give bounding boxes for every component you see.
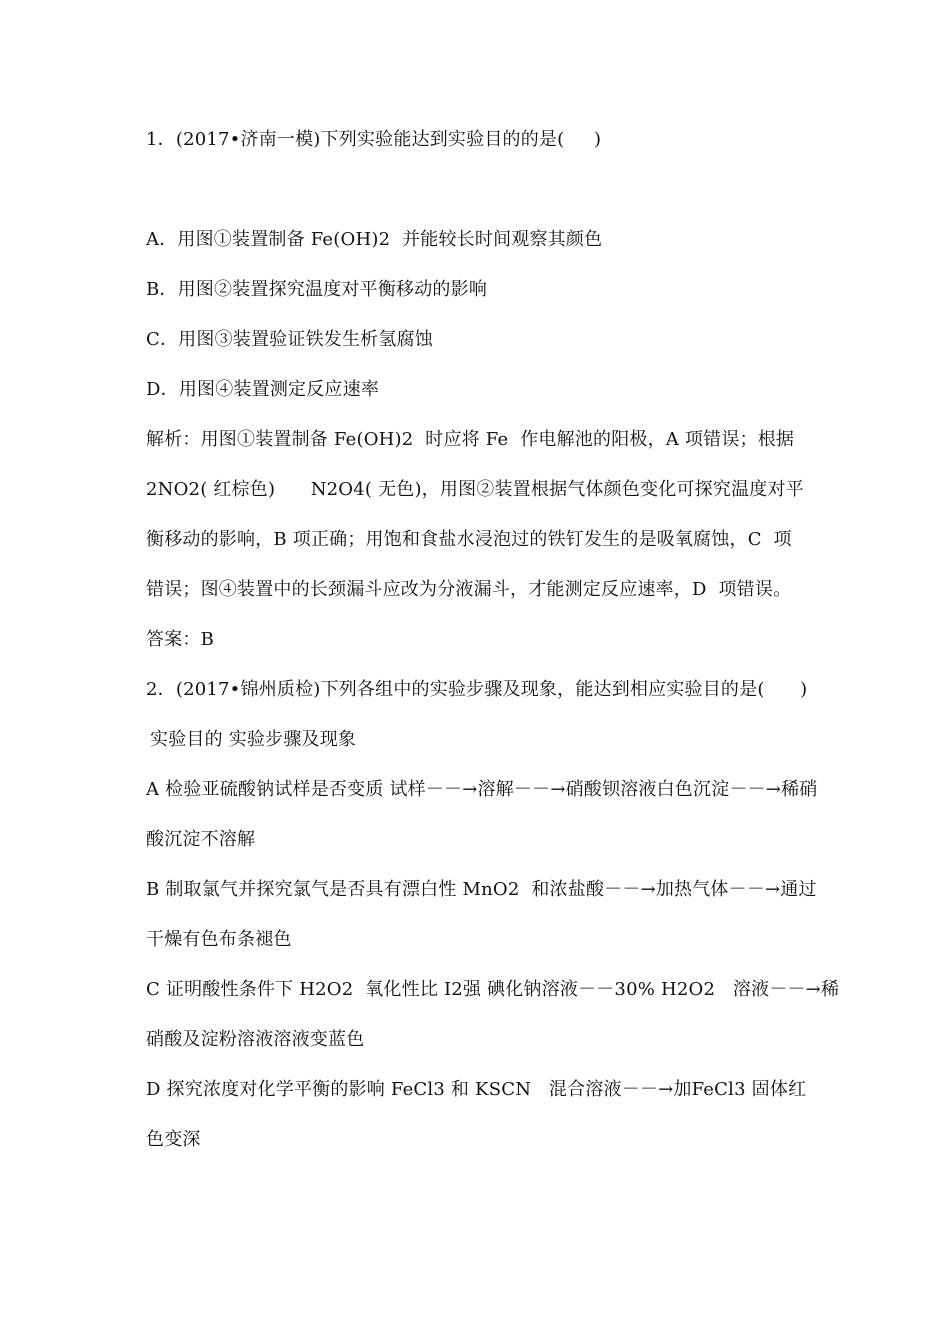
question-2-row-a-line-1: A 检验亚硫酸钠试样是否变质 试样－－→溶解－－→硝酸钡溶液白色沉淀－－→稀硝 bbox=[146, 779, 818, 800]
question-1-option-d: D．用图④装置测定反应速率 bbox=[146, 379, 380, 400]
question-2-row-c-line-2: 硝酸及淀粉溶液溶液变蓝色 bbox=[146, 1029, 365, 1050]
question-2-row-b-line-2: 干燥有色布条褪色 bbox=[146, 929, 292, 950]
question-2-row-b-line-1: B 制取氯气并探究氯气是否具有漂白性 MnO2 和浓盐酸－－→加热气体－－→通过 bbox=[146, 879, 817, 900]
question-2-row-c-line-1: C 证明酸性条件下 H2O2 氧化性比 I2强 碘化钠溶液－－30% H2O2 溶液－－→稀 bbox=[146, 979, 840, 1000]
question-1-title: 1．(2017•济南一模)下列实验能达到实验目的的是( ) bbox=[146, 129, 602, 150]
question-1-answer: 答案：B bbox=[146, 629, 215, 650]
question-2-title: 2．(2017•锦州质检)下列各组中的实验步骤及现象，能达到相应实验目的是( ) bbox=[146, 679, 808, 700]
question-1-analysis-line-1: 解析：用图①装置制备 Fe(OH)2 时应将 Fe 作电解池的阳极，A 项错误；根据 bbox=[146, 429, 795, 450]
question-1-analysis-line-2: 2NO2( 红棕色) N2O4( 无色)，用图②装置根据气体颜色变化可探究温度对平 bbox=[146, 479, 804, 500]
question-2-row-d-line-2: 色变深 bbox=[146, 1129, 201, 1150]
question-2-row-a-line-2: 酸沉淀不溶解 bbox=[146, 829, 256, 850]
question-1-analysis-line-3: 衡移动的影响，B 项正确；用饱和食盐水浸泡过的铁钉发生的是吸氧腐蚀，C 项 bbox=[146, 529, 792, 550]
question-2-table-header: 实验目的 实验步骤及现象 bbox=[150, 729, 357, 750]
question-1-option-b: B．用图②装置探究温度对平衡移动的影响 bbox=[146, 279, 488, 300]
question-2-row-d-line-1: D 探究浓度对化学平衡的影响 FeCl3 和 KSCN 混合溶液－－→加FeCl3 固体红 bbox=[146, 1079, 807, 1100]
question-1-option-c: C．用图③装置验证铁发生析氢腐蚀 bbox=[146, 329, 433, 350]
question-1-option-a: A．用图①装置制备 Fe(OH)2 并能较长时间观察其颜色 bbox=[146, 229, 603, 250]
question-1-analysis-line-4: 错误；图④装置中的长颈漏斗应改为分液漏斗，才能测定反应速率，D 项错误。 bbox=[146, 579, 792, 600]
